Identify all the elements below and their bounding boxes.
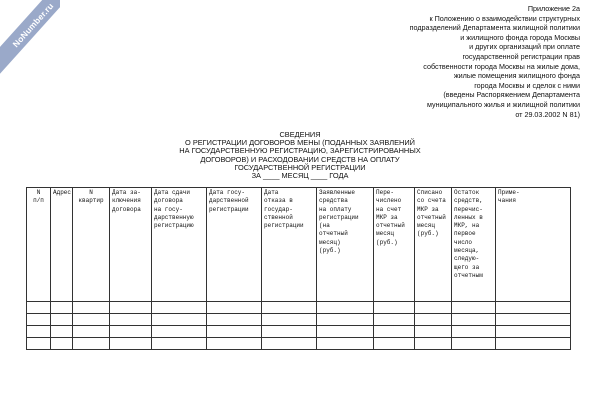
table-cell [152,302,207,314]
header-cell-apartments: N квартир [73,188,110,302]
header-cell-contract-date: Дата за- ключения договора [110,188,152,302]
table-cell [317,338,374,350]
table-cell [317,326,374,338]
appendix-line: государственной регистрации прав [462,51,580,61]
table-cell [415,314,452,326]
table-cell [262,314,317,326]
table-cell [415,338,452,350]
title-line: ГОСУДАРСТВЕННОЙ РЕГИСТРАЦИИ [234,162,366,172]
table-cell [110,314,152,326]
title-line: НА ГОСУДАРСТВЕННУЮ РЕГИСТРАЦИЮ, ЗАРЕГИСТРИРОВАННЫХ [179,146,421,156]
table-cell [73,326,110,338]
table-cell [207,302,262,314]
table-cell [415,302,452,314]
table-cell [496,314,571,326]
table-header-row [27,188,571,302]
table-cell [73,314,110,326]
header-cell-written-off: Списано со счета МКР за отчетный месяц (руб.) [415,188,452,302]
header-cell-number: N п/п [27,188,51,302]
table-cell [73,338,110,350]
header-cell-registration-date: Дата госу- дарственной регистрации [207,188,262,302]
title-line: ЗА ____ МЕСЯЦ ____ ГОДА [251,171,349,181]
title-line: СВЕДЕНИЯ [279,130,321,139]
table-cell [27,338,51,350]
report-table [26,187,571,350]
table-row [27,314,571,326]
table-cell [51,338,73,350]
appendix-line: жилые помещения жилищного фонда [453,71,580,81]
table-cell [110,326,152,338]
table-cell [374,302,415,314]
table-row [27,326,571,338]
appendix-line: города Москвы и сделок с ними [474,80,580,90]
header-cell-refusal-date: Дата отказа в государ- ственной регистрации [262,188,317,302]
table-cell [207,314,262,326]
table-cell [110,302,152,314]
table-cell [374,338,415,350]
appendix-line: Приложение 2а [527,4,580,13]
table-cell [496,302,571,314]
appendix-line: от 29.03.2002 N 81) [515,109,580,119]
table-cell [152,326,207,338]
table-cell [452,338,496,350]
table-cell [452,326,496,338]
table-cell [207,326,262,338]
table-cell [452,302,496,314]
appendix-line: и жилищного фонда города Москвы [460,32,580,42]
table-cell [27,326,51,338]
appendix-line: подразделений Департамента жилищной политики [409,23,580,33]
title-line: ДОГОВОРОВ) И РАСХОДОВАНИИ СРЕДСТВ НА ОПЛАТУ [200,154,400,164]
appendix-line: собственности города Москвы на жилые дома, [423,61,580,71]
watermark [0,0,60,80]
document-title [150,131,450,180]
appendix-note [340,4,580,119]
table-cell [262,338,317,350]
appendix-line: (введены Распоряжением Департамента [443,90,580,100]
table-cell [415,326,452,338]
table-cell [152,314,207,326]
header-cell-notes: Приме- чания [496,188,571,302]
table-cell [27,302,51,314]
table-cell [152,338,207,350]
header-cell-submission-date: Дата сдачи договора на госу- дарственную регистрацию [152,188,207,302]
table-cell [452,314,496,326]
table-cell [374,314,415,326]
watermark-text: NoNumber.ru [10,0,56,50]
table-row [27,302,571,314]
table-cell [51,302,73,314]
header-cell-declared-funds: Заявленные средства на оплату регистрации (на отчетный месяц) (руб.) [317,188,374,302]
table-cell [496,338,571,350]
table-cell [51,314,73,326]
table-row [27,338,571,350]
table-cell [27,314,51,326]
table-cell [51,326,73,338]
header-cell-address: Адрес [51,188,73,302]
table-cell [262,302,317,314]
table-cell [73,302,110,314]
appendix-line: к Положению о взаимодействии структурных [429,13,580,23]
header-cell-transferred: Пере- числено на счет МКР за отчетный месяц (руб.) [374,188,415,302]
appendix-line: муниципального жилья и жилищной политики [427,99,580,109]
header-cell-balance: Остаток средств, перечис- ленных в МКР, на первое число месяца, следую- щего за отчетным [452,188,496,302]
table-cell [496,326,571,338]
table-cell [317,314,374,326]
table-cell [317,302,374,314]
table-cell [374,326,415,338]
table-cell [110,338,152,350]
appendix-line: и других организаций при оплате [469,42,580,52]
table-cell [207,338,262,350]
table-cell [262,326,317,338]
title-line: О РЕГИСТРАЦИИ ДОГОВОРОВ МЕНЫ (ПОДАННЫХ ЗАЯВЛЕНИЙ [185,138,415,148]
